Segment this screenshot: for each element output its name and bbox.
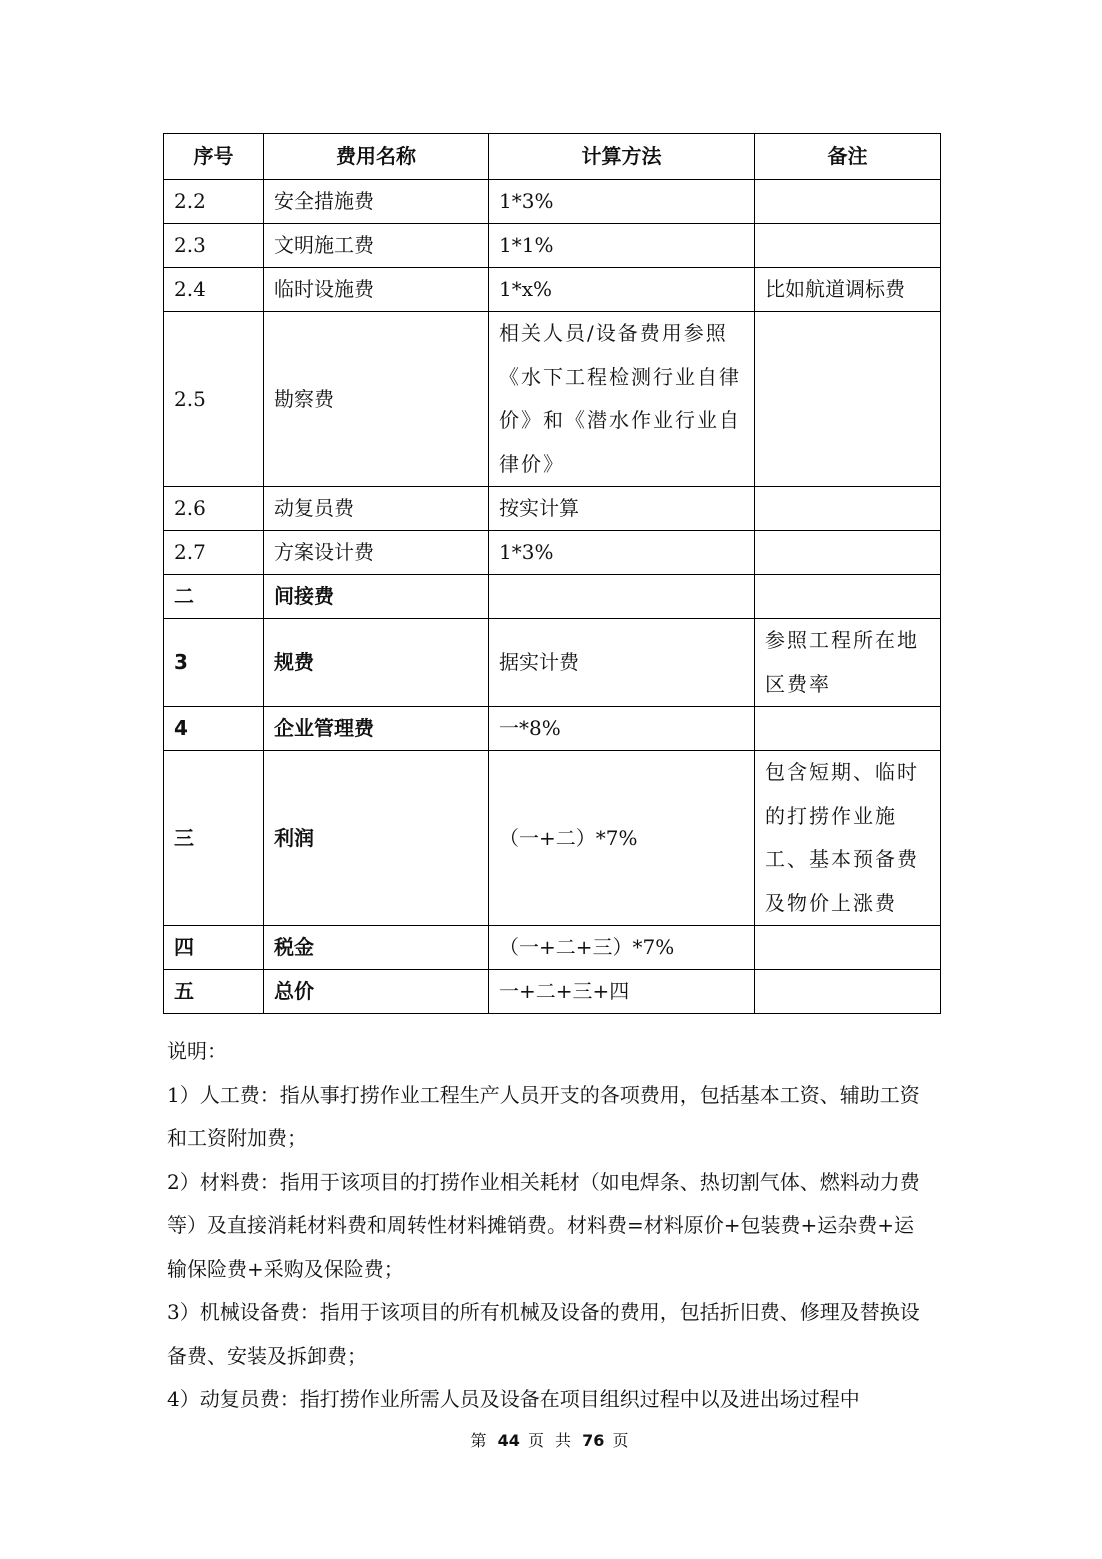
cell-method: 1*3% <box>489 180 755 224</box>
table-row <box>164 619 941 707</box>
cell-method: 1*3% <box>489 531 755 575</box>
note-item: 1）人工费：指从事打捞作业工程生产人员开支的各项费用，包括基本工资、辅助工资和工资附加费； <box>167 1082 920 1150</box>
cell-name: 文明施工费 <box>264 224 489 268</box>
cell-method: 1*1% <box>489 224 755 268</box>
table-row <box>164 268 941 312</box>
header-method: 计算方法 <box>489 134 755 180</box>
footer-middle: 页 共 <box>527 1431 575 1450</box>
cell-seq: 3 <box>164 619 264 707</box>
cell-seq: 2.5 <box>164 312 264 487</box>
cell-name: 勘察费 <box>264 312 489 487</box>
note-item: 4）动复员费：指打捞作业所需人员及设备在项目组织过程中以及进出场过程中 <box>167 1387 860 1411</box>
header-remark: 备注 <box>755 134 941 180</box>
header-name: 费用名称 <box>264 134 489 180</box>
cell-remark <box>755 926 941 970</box>
table-row <box>164 926 941 970</box>
table-row <box>164 312 941 487</box>
cell-remark: 包含短期、临时的打捞作业施工、基本预备费及物价上涨费 <box>755 751 941 926</box>
cell-seq: 三 <box>164 751 264 926</box>
cell-seq: 2.6 <box>164 487 264 531</box>
cell-seq: 五 <box>164 970 264 1014</box>
notes-title: 说明： <box>167 1039 227 1063</box>
notes-section <box>167 1030 932 1422</box>
table-header-row <box>164 134 941 180</box>
cell-name: 利润 <box>264 751 489 926</box>
cell-method: 一*8% <box>489 707 755 751</box>
cell-remark <box>755 180 941 224</box>
cell-name: 临时设施费 <box>264 268 489 312</box>
cell-name: 安全措施费 <box>264 180 489 224</box>
cell-name: 总价 <box>264 970 489 1014</box>
cell-method: 1*x% <box>489 268 755 312</box>
cell-name: 间接费 <box>264 575 489 619</box>
cell-remark: 参照工程所在地区费率 <box>755 619 941 707</box>
current-page-number: 44 <box>497 1431 520 1450</box>
table-row <box>164 707 941 751</box>
cell-seq: 2.3 <box>164 224 264 268</box>
cell-seq: 二 <box>164 575 264 619</box>
cost-table <box>163 133 941 1014</box>
cell-method <box>489 575 755 619</box>
table-row <box>164 224 941 268</box>
cell-method: （一+二）*7% <box>489 751 755 926</box>
cell-remark: 比如航道调标费 <box>755 268 941 312</box>
cell-name: 税金 <box>264 926 489 970</box>
cell-remark <box>755 970 941 1014</box>
table-row <box>164 487 941 531</box>
cell-name: 方案设计费 <box>264 531 489 575</box>
cell-seq: 四 <box>164 926 264 970</box>
cell-method: 一+二+三+四 <box>489 970 755 1014</box>
table-row <box>164 531 941 575</box>
cell-name: 动复员费 <box>264 487 489 531</box>
cell-remark <box>755 224 941 268</box>
cell-remark <box>755 531 941 575</box>
cell-seq: 4 <box>164 707 264 751</box>
table-row <box>164 180 941 224</box>
page-footer <box>0 1428 1102 1451</box>
cell-name: 企业管理费 <box>264 707 489 751</box>
table-row <box>164 751 941 926</box>
cell-method: 据实计费 <box>489 619 755 707</box>
cell-seq: 2.2 <box>164 180 264 224</box>
note-item: 2）材料费：指用于该项目的打捞作业相关耗材（如电焊条、热切割气体、燃料动力费等）及直接消耗材料费和周转性材料摊销费。材料费=材料原价+包装费+运杂费+运输保险费+采购及保险费； <box>167 1169 920 1281</box>
cell-remark <box>755 707 941 751</box>
table-row <box>164 575 941 619</box>
footer-prefix: 第 <box>470 1431 490 1450</box>
cell-remark <box>755 312 941 487</box>
footer-suffix: 页 <box>612 1431 632 1450</box>
cell-remark <box>755 487 941 531</box>
cell-remark <box>755 575 941 619</box>
cell-seq: 2.4 <box>164 268 264 312</box>
header-seq: 序号 <box>164 134 264 180</box>
table-row <box>164 970 941 1014</box>
total-page-number: 76 <box>582 1431 605 1450</box>
cell-method: 相关人员/设备费用参照《水下工程检测行业自律价》和《潜水作业行业自律价》 <box>489 312 755 487</box>
cell-method: （一+二+三）*7% <box>489 926 755 970</box>
note-item: 3）机械设备费：指用于该项目的所有机械及设备的费用，包括折旧费、修理及替换设备费、安装及拆卸费； <box>167 1300 920 1368</box>
cell-name: 规费 <box>264 619 489 707</box>
cell-seq: 2.7 <box>164 531 264 575</box>
cell-method: 按实计算 <box>489 487 755 531</box>
